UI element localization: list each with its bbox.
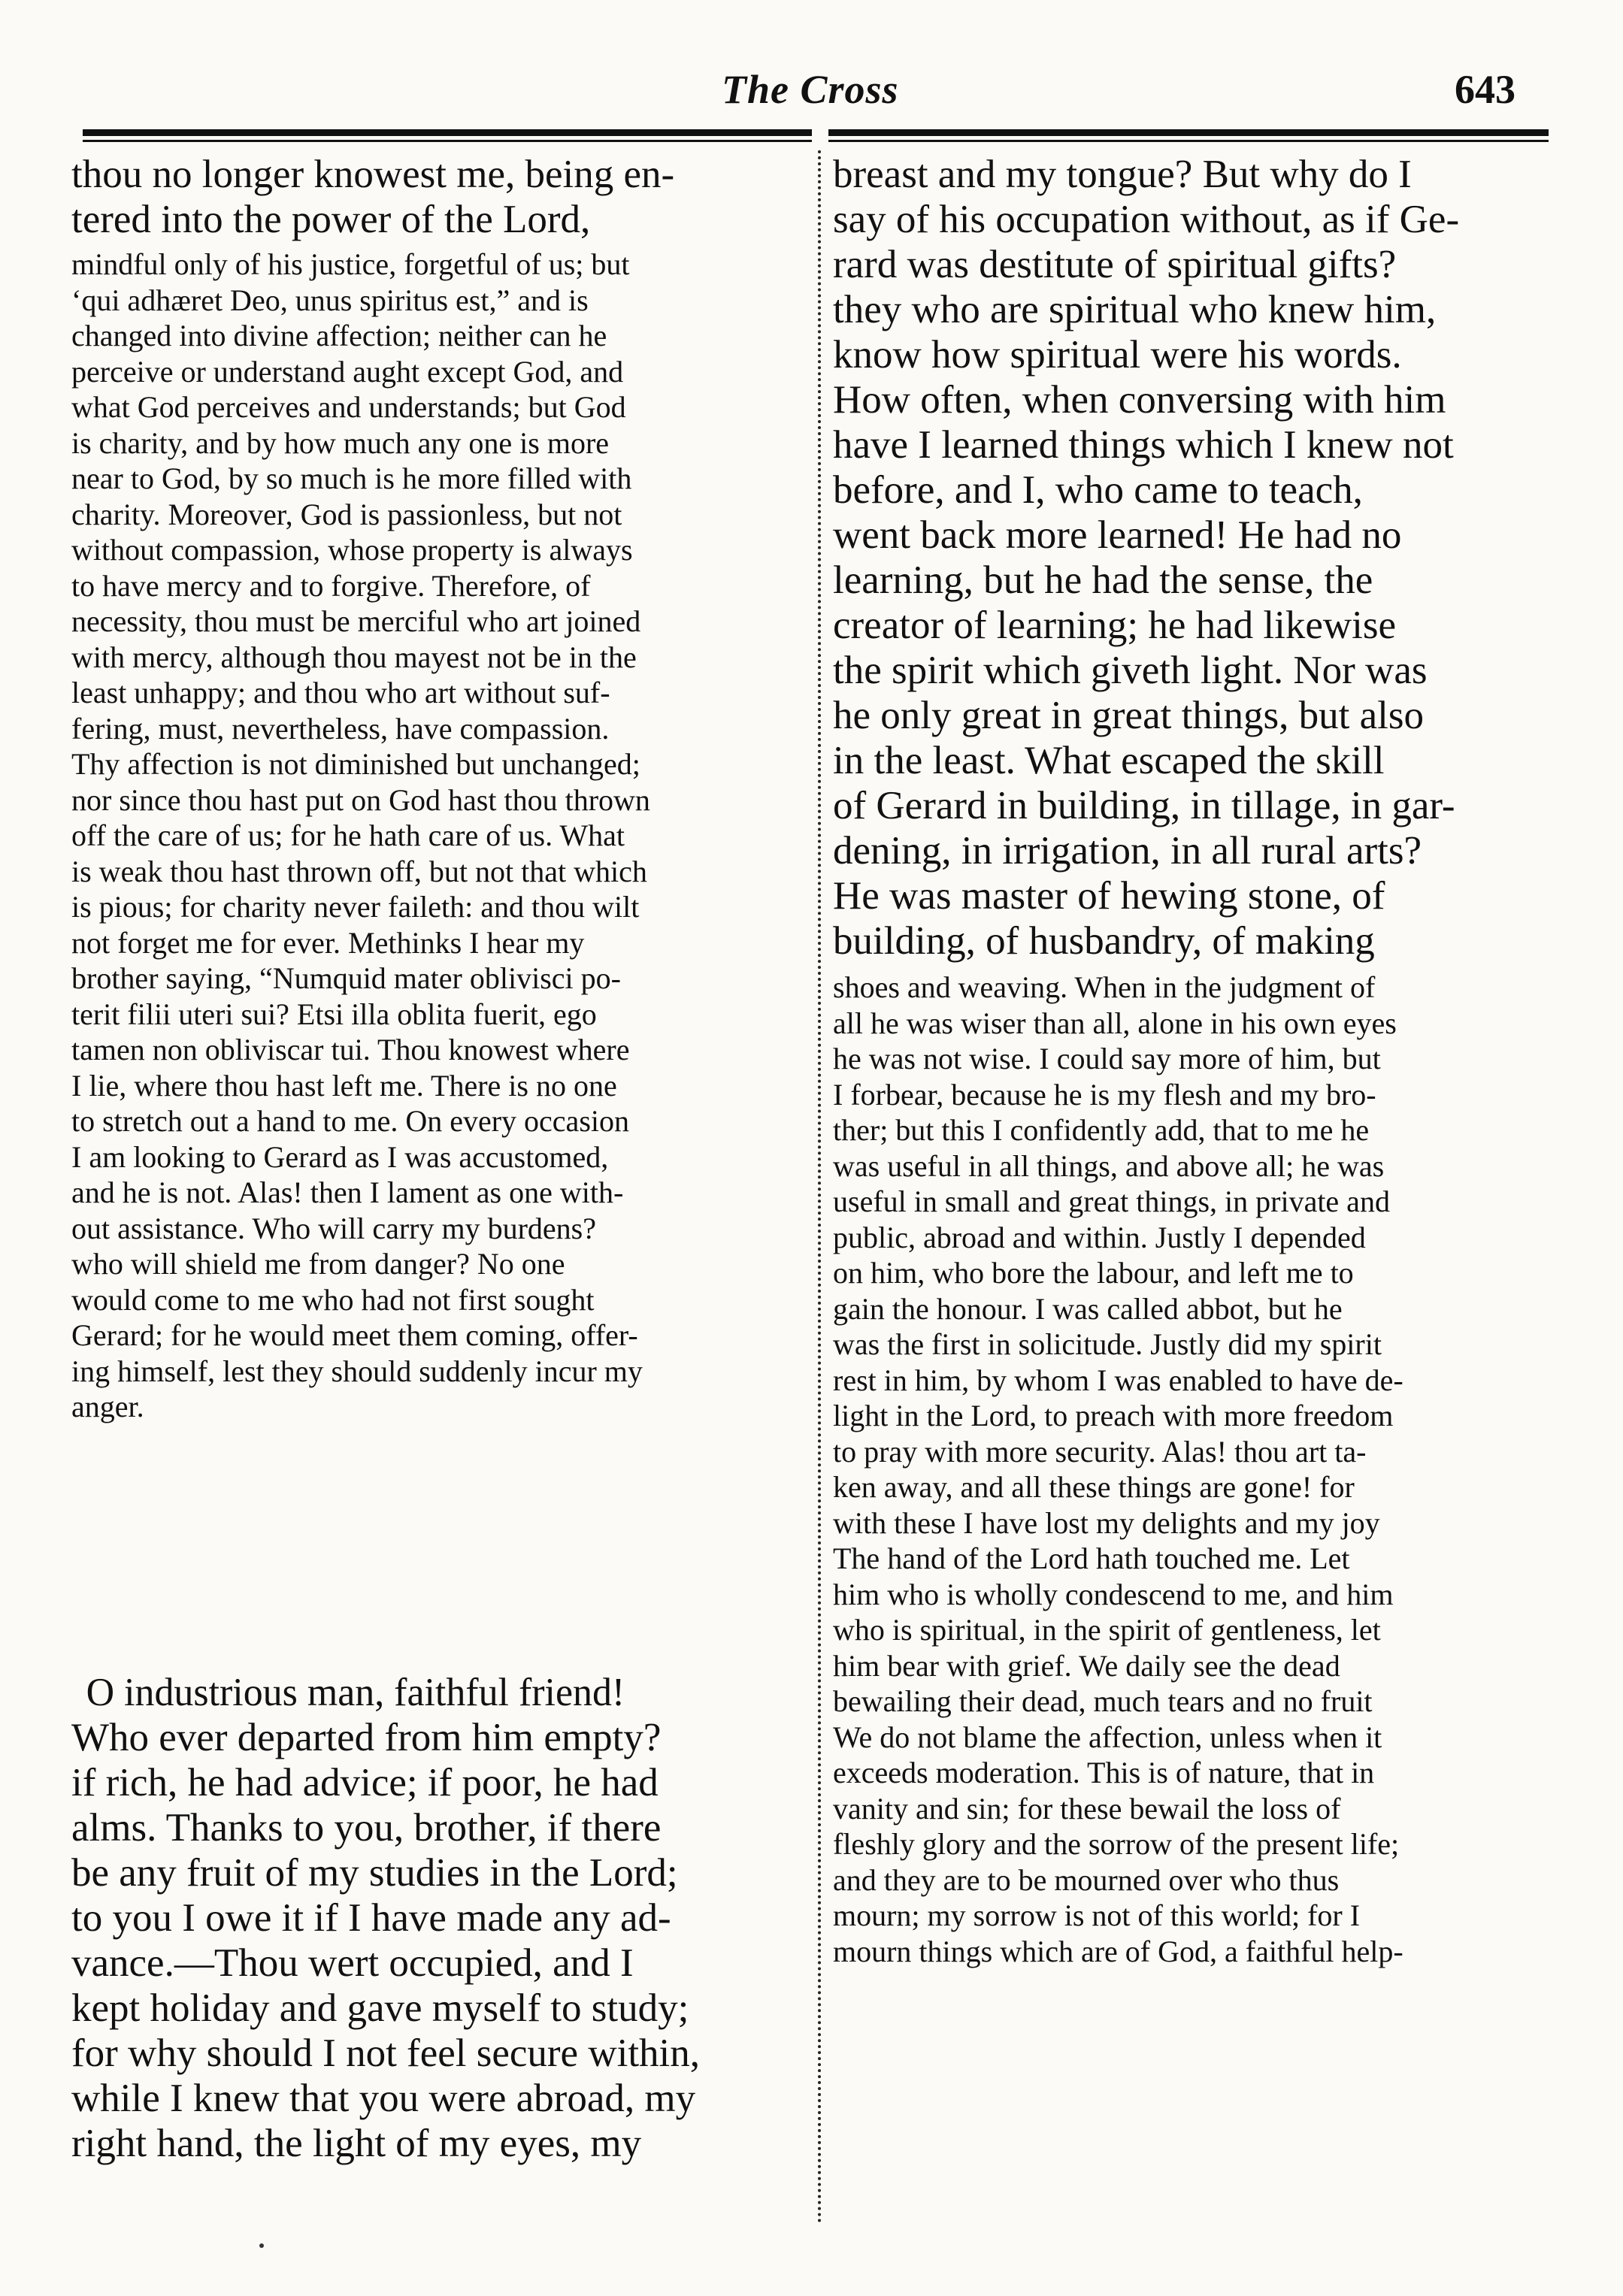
page-header-title: The Cross	[722, 67, 899, 112]
text-line: tered into the power of the Lord,	[71, 198, 591, 241]
text-line: breast and my tongue? But why do I	[833, 153, 1412, 196]
text-line: is pious; for charity never faileth: and thou wilt	[71, 890, 640, 924]
text-line: him who is wholly condescend to me, and him	[833, 1577, 1394, 1611]
header-thin-rule-right	[828, 140, 1549, 142]
text-line: We do not blame the affection, unless when it	[833, 1720, 1382, 1754]
text-line: dening, in irrigation, in all rural arts?	[833, 829, 1422, 873]
text-line: and he is not. Alas! then I lament as one with-	[71, 1175, 624, 1209]
text-line: least unhappy; and thou who art without suf-	[71, 676, 610, 709]
text-line: exceeds moderation. This is of nature, that in	[833, 1756, 1375, 1789]
text-line: I am looking to Gerard as I was accustomed,	[71, 1139, 609, 1174]
text-line: and they are to be mourned over who thus	[833, 1862, 1340, 1897]
text-line: Who ever departed from him empty?	[71, 1716, 662, 1759]
text-line: brother saying, “Numquid mater oblivisci po-	[71, 961, 621, 995]
header-rule-left	[83, 129, 812, 136]
text-line: off the care of us; for he hath care of us. What	[71, 818, 625, 852]
text-line: bewailing their dead, much tears and no fruit	[833, 1684, 1373, 1718]
right-column-large-text	[833, 152, 1555, 963]
footer-mark	[259, 2243, 264, 2248]
text-line: while I knew that you were abroad, my	[71, 2077, 696, 2120]
text-line: mourn; my sorrow is not of this world; for I	[833, 1898, 1361, 1932]
text-line: tamen non obliviscar tui. Thou knowest where	[71, 1033, 630, 1066]
text-line: fering, must, nevertheless, have compassion.	[71, 711, 610, 746]
text-line: for why should I not feel secure within,	[71, 2031, 701, 2075]
text-line: to pray with more security. Alas! thou art ta-	[833, 1434, 1367, 1469]
text-line: to have mercy and to forgive. Therefore, of	[71, 568, 591, 603]
right-column-small-text	[833, 970, 1555, 1969]
header-thin-rule-left	[83, 140, 812, 142]
text-line: building, of husbandry, of making	[833, 919, 1375, 963]
text-line: How often, when conversing with him	[833, 378, 1446, 422]
column-divider	[818, 150, 821, 2225]
text-line: the spirit which giveth light. Nor was	[833, 649, 1428, 692]
text-line: mourn things which are of God, a faithful help-	[833, 1934, 1403, 1968]
text-line: rard was destitute of spiritual gifts?	[833, 243, 1397, 286]
header-rule-right	[828, 129, 1549, 136]
text-line: useful in small and great things, in private and	[833, 1184, 1390, 1218]
text-line: to stretch out a hand to me. On every occasion	[71, 1104, 629, 1138]
text-line: out assistance. Who will carry my burdens?	[71, 1211, 596, 1245]
text-line: ing himself, lest they should suddenly incur my	[71, 1354, 643, 1388]
text-line: with mercy, although thou mayest not be in the	[71, 640, 637, 674]
text-line: right hand, the light of my eyes, my	[71, 2122, 642, 2165]
text-line: kept holiday and gave myself to study;	[71, 1986, 689, 2030]
text-line: who will shield me from danger? No one	[71, 1247, 565, 1281]
text-line: ther; but this I confidently add, that to me he	[833, 1113, 1370, 1147]
text-line: vanity and sin; for these bewail the loss of	[833, 1791, 1341, 1826]
text-line: he only great in great things, but also	[833, 694, 1424, 737]
text-line: gain the honour. I was called abbot, but he	[833, 1291, 1343, 1326]
text-line: in the least. What escaped the skill	[833, 739, 1385, 782]
text-line: Gerard; for he would meet them coming, offer-	[71, 1318, 638, 1352]
text-line: without compassion, whose property is always	[71, 533, 633, 567]
text-line: necessity, thou must be merciful who art joined	[71, 604, 641, 638]
text-line: vance.—Thou wert occupied, and I	[71, 1941, 634, 1985]
text-line: near to God, by so much is he more filled with	[71, 461, 632, 495]
text-line: O industrious man, faithful friend!	[86, 1671, 625, 1714]
text-line: of Gerard in building, in tillage, in gar-	[833, 784, 1455, 827]
text-line: mindful only of his justice, forgetful of us; but	[71, 247, 630, 281]
text-line: thou no longer knowest me, being en-	[71, 153, 675, 196]
text-line: changed into divine affection; neither can he	[71, 319, 607, 352]
text-line: creator of learning; he had likewise	[833, 603, 1397, 647]
text-line: learning, but he had the sense, the	[833, 558, 1373, 602]
text-line: know how spiritual were his words.	[833, 333, 1402, 377]
text-line: what God perceives and understands; but God	[71, 390, 626, 424]
text-line: to you I owe it if I have made any ad-	[71, 1896, 671, 1940]
text-line: The hand of the Lord hath touched me. Let	[833, 1541, 1350, 1575]
text-line: all he was wiser than all, alone in his own eyes	[833, 1006, 1397, 1040]
text-line: perceive or understand aught except God, and	[71, 354, 624, 389]
text-line: him bear with grief. We daily see the dead	[833, 1648, 1340, 1683]
text-line: if rich, he had advice; if poor, he had	[71, 1761, 659, 1804]
left-column-opening	[71, 152, 808, 242]
text-line: alms. Thanks to you, brother, if there	[71, 1806, 662, 1850]
text-line: nor since thou hast put on God hast thou thrown	[71, 782, 650, 817]
text-line: ken away, and all these things are gone! for	[833, 1470, 1355, 1504]
text-line: He was master of hewing stone, of	[833, 874, 1385, 918]
text-line: with these I have lost my delights and my joy	[833, 1505, 1380, 1540]
text-line: is charity, and by how much any one is more	[71, 425, 610, 460]
text-line: before, and I, who came to teach,	[833, 468, 1363, 512]
text-line: I forbear, because he is my flesh and my bro-	[833, 1077, 1376, 1112]
text-line: on him, who bore the labour, and left me to	[833, 1256, 1354, 1290]
text-line: have I learned things which I knew not	[833, 423, 1454, 467]
text-line: ‘qui adhæret Deo, unus spiritus est,” and is	[71, 283, 589, 317]
text-line: was useful in all things, and above all; he was	[833, 1148, 1385, 1183]
text-line: who is spiritual, in the spirit of gentleness, let	[833, 1613, 1381, 1647]
page-number: 643	[1455, 67, 1516, 112]
text-line: terit filii uteri sui? Etsi illa oblita fuerit, ego	[71, 997, 597, 1031]
text-line: went back more learned! He had no	[833, 513, 1402, 557]
text-line: public, abroad and within. Justly I depended	[833, 1220, 1366, 1254]
text-line: was the first in solicitude. Justly did my spirit	[833, 1327, 1382, 1361]
text-line: Thy affection is not diminished but unchanged;	[71, 747, 640, 781]
left-column-small-text	[71, 247, 808, 1425]
text-line: fleshly glory and the sorrow of the present life;	[833, 1827, 1400, 1861]
text-line: rest in him, by whom I was enabled to have de-	[833, 1363, 1403, 1397]
text-line: not forget me for ever. Methinks I hear my	[71, 925, 585, 960]
text-line: say of his occupation without, as if Ge-	[833, 198, 1460, 241]
text-line: they who are spiritual who knew him,	[833, 288, 1437, 331]
text-line: charity. Moreover, God is passionless, but not	[71, 497, 622, 531]
text-line: is weak thou hast thrown off, but not that which	[71, 854, 647, 888]
text-line: shoes and weaving. When in the judgment of	[833, 970, 1376, 1004]
text-line: he was not wise. I could say more of him, but	[833, 1042, 1381, 1075]
text-line: be any fruit of my studies in the Lord;	[71, 1851, 678, 1895]
text-line: light in the Lord, to preach with more freedom	[833, 1399, 1394, 1432]
text-line: would come to me who had not first sought	[71, 1282, 595, 1317]
left-column-paragraph	[71, 1670, 808, 2166]
text-line: anger.	[71, 1390, 144, 1423]
text-line: I lie, where thou hast left me. There is no one	[71, 1068, 617, 1103]
